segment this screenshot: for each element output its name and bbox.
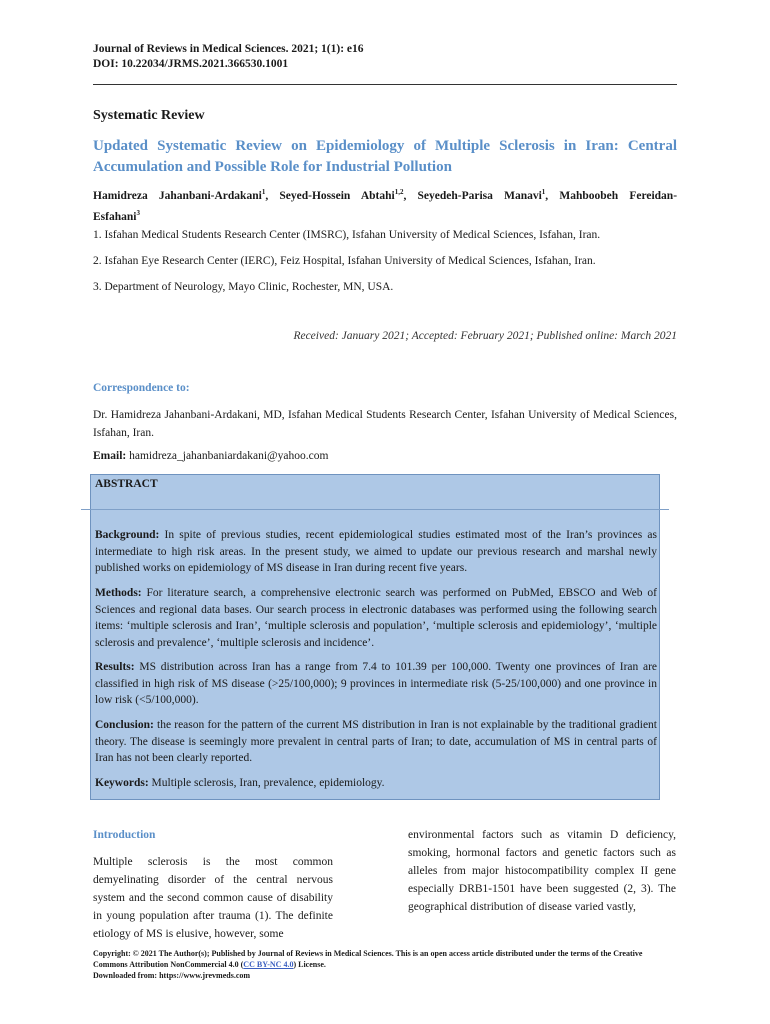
author-list: Hamidreza Jahanbani-Ardakani$^1$, Seyed-Hossein Abtahi$^{1,2}$, Seyedeh-Parisa Manavi$^1$, Mahboobeh Fereidan-Esfahani$^3$ xyxy=(93,188,678,223)
methods-label: Methods: xyxy=(95,587,142,599)
keywords-label: Keywords: xyxy=(95,777,149,789)
intro-right-column xyxy=(408,826,676,916)
author-sup: 1 xyxy=(261,188,266,196)
header-divider xyxy=(93,84,677,85)
email-address[interactable]: hamidreza_jahanbaniardakani@yahoo.com xyxy=(129,450,329,462)
abstract-keywords xyxy=(95,775,657,792)
intro-left-column xyxy=(93,826,333,943)
license-link[interactable]: CC BY-NC 4.0 xyxy=(243,960,294,969)
abstract-methods xyxy=(95,585,657,651)
results-label: Results: xyxy=(95,661,135,673)
author-name: Seyedeh-Parisa Manavi xyxy=(417,189,542,202)
abstract-heading: ABSTRACT xyxy=(95,478,158,490)
doi-line: DOI: 10.22034/JRMS.2021.366530.1001 xyxy=(93,58,289,70)
background-label: Background: xyxy=(95,529,160,541)
author-name: Seyed-Hossein Abtahi xyxy=(279,189,395,202)
copyright-text: Copyright: © 2021 The Author(s); Published by Journal of Reviews in Medical Sciences. This is an open access article distributed under the terms of the Creative Commons Attribution NonCommercial 4.0 ( xyxy=(93,949,643,969)
conclusion-label: Conclusion: xyxy=(95,719,154,731)
intro-left-text: Multiple sclerosis is the most common demyelinating disorder of the central nervous system and the second common cause of disability in young population after trauma (1). The definite etiology of MS is elusive, however, some xyxy=(93,856,333,940)
affiliation: 2. Isfahan Eye Research Center (IERC), Feiz Hospital, Isfahan University of Medical Sciences, Isfahan, Iran. xyxy=(93,255,596,267)
methods-text: For literature search, a comprehensive electronic search was performed on PubMed, EBSCO and Web of Sciences and regional data bases. Our search process in electronic databases was performed using the following search items: ‘multiple sclerosis and Iran’, ‘multiple sclerosis and population’, ‘multiple sclerosis and epidemiology’, ‘multiple sclerosis and prevalence’, ‘multiple sclerosis and incidence’. xyxy=(95,587,658,649)
keywords-text: Multiple sclerosis, Iran, prevalence, epidemiology. xyxy=(151,777,385,789)
abstract-background xyxy=(95,527,657,577)
article-type: Systematic Review xyxy=(93,108,205,123)
abstract-conclusion xyxy=(95,717,657,767)
background-text: In spite of previous studies, recent epidemiological studies estimated most of the Iran’s provinces as intermediate to high risk areas. In the present study, we aimed to update our previous research and marshal newly published works on epidemiology of MS disease in Iran during recent five years. xyxy=(95,529,657,574)
abstract-divider xyxy=(81,509,669,510)
journal-header xyxy=(93,42,364,72)
journal-citation: Journal of Reviews in Medical Sciences. 2021; 1(1): e16 xyxy=(93,43,364,55)
downloaded-from: Downloaded from: https://www.jrevmeds.com xyxy=(93,971,251,980)
copyright-end: ) License. xyxy=(293,960,326,969)
correspondence-text: Dr. Hamidreza Jahanbani-Ardakani, MD, Isfahan Medical Students Research Center, Isfahan University of Medical Sciences, Isfahan, Iran. xyxy=(93,409,677,439)
author-sup: 1 xyxy=(541,188,546,196)
email-label: Email: xyxy=(93,450,127,462)
results-text: MS distribution across Iran has a range from 7.4 to 101.39 per 100,000. Twenty one provinces of Iran are classified in high risk of MS disease (>25/100,000); 9 provinces in intermediate risk (5-25/100,000) and one province in low risk (<5/100,000). xyxy=(95,661,658,706)
author-name: Hamidreza Jahanbani-Ardakani xyxy=(93,189,262,202)
correspondence-email xyxy=(93,450,328,462)
page-footer xyxy=(93,948,677,981)
author-name: Mahboobeh Fereidan-Esfahani xyxy=(93,189,678,223)
affiliation: 1. Isfahan Medical Students Research Center (IMSRC), Isfahan University of Medical Sciences, Isfahan, Iran. xyxy=(93,229,601,241)
received-dates: Received: January 2021; Accepted: February 2021; Published online: March 2021 xyxy=(293,330,677,342)
abstract-box xyxy=(90,474,660,800)
abstract-results xyxy=(95,659,657,709)
conclusion-text: the reason for the pattern of the current MS distribution in Iran is not explainable by the traditional gradient theory. The disease is seemingly more prevalent in central parts of Iran; to date, accumulation of MS in central parts of Iran has not been clearly reported. xyxy=(95,719,657,764)
author-sup: 1,2 xyxy=(394,188,404,196)
introduction-heading: Introduction xyxy=(93,829,156,841)
article-title: Updated Systematic Review on Epidemiology of Multiple Sclerosis in Iran: Central Accumulation and Possible Role for Industrial Pollution xyxy=(93,138,677,175)
intro-right-text: environmental factors such as vitamin D deficiency, smoking, hormonal factors and genetic factors such as alleles from major histocompatibility complex II gene especially DRB1-1501 have been suggested (2, 3). The geographical distribution of disease varied vastly, xyxy=(408,829,676,913)
author-sup: 3 xyxy=(136,208,140,217)
affiliation: 3. Department of Neurology, Mayo Clinic, Rochester, MN, USA. xyxy=(93,281,394,293)
correspondence-heading: Correspondence to: xyxy=(93,382,190,394)
